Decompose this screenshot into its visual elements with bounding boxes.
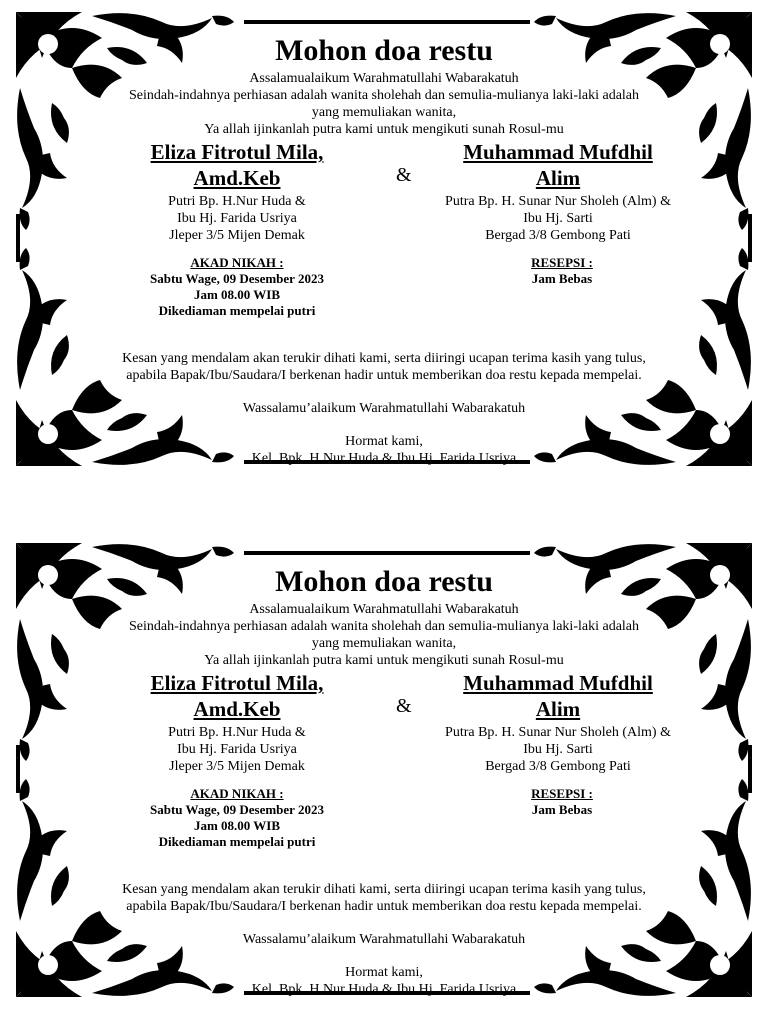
closing-line: Kesan yang mendalam akan terukir dihati kami, serta diiringi ucapan terima kasih yang tulus, [122, 351, 646, 366]
groom-block [422, 670, 694, 775]
regards: Hormat kami, [345, 434, 423, 449]
event-date: Sabtu Wage, 09 Desember 2023 [150, 802, 324, 817]
invitation-card [12, 539, 756, 1001]
address: Jleper 3/5 Mijen Demak [169, 228, 305, 243]
event-label: RESEPSI : [531, 255, 593, 270]
greeting: Assalamualaikum Warahmatullahi Wabarakatuh [249, 602, 519, 617]
groom-block [422, 139, 694, 244]
couple-section [12, 670, 756, 849]
parent-line: Putri Bp. H.Nur Huda & [168, 194, 306, 209]
bride-name: Eliza Fitrotul Mila, [150, 671, 324, 695]
quote-line: yang memuliakan wanita, [311, 105, 457, 120]
family-signature: Kel. Bpk. H.Nur Huda & Ibu Hj. Farida Usriya [251, 982, 517, 997]
invitation-card [12, 8, 756, 470]
event-place: Dikediaman mempelai putri [158, 834, 316, 849]
parent-line: Ibu Hj. Farida Usriya [177, 211, 297, 226]
groom-parents [422, 193, 694, 244]
quote-line: yang memuliakan wanita, [311, 636, 457, 651]
intro-text [72, 601, 696, 669]
event-label: AKAD NIKAH : [190, 255, 284, 270]
quote-line: Seindah-indahnya perhiasan adalah wanita sholehah dan semulia-mulianya laki-laki adalah [128, 619, 640, 634]
bride-block [122, 139, 352, 244]
closing-line: apabila Bapak/Ibu/Saudara/I berkenan hadir untuk memberikan doa restu kepada mempelai. [126, 368, 642, 383]
address: Bergad 3/8 Gembong Pati [485, 228, 631, 243]
closing-line: apabila Bapak/Ibu/Saudara/I berkenan hadir untuk memberikan doa restu kepada mempelai. [126, 899, 642, 914]
regards: Hormat kami, [345, 965, 423, 980]
akad-nikah-block [122, 786, 352, 850]
prayer: Ya allah ijinkanlah putra kami untuk mengikuti sunah Rosul-mu [204, 653, 564, 668]
parent-line: Ibu Hj. Sarti [523, 742, 593, 757]
bride-name: Amd.Keb [193, 166, 281, 190]
parent-line: Putri Bp. H.Nur Huda & [168, 725, 306, 740]
address: Jleper 3/5 Mijen Demak [169, 759, 305, 774]
groom-name: Muhammad Mufdhil [463, 671, 653, 695]
address: Bergad 3/8 Gembong Pati [485, 759, 631, 774]
bride-parents [122, 724, 352, 775]
ampersand: & [396, 695, 412, 717]
bride-name: Amd.Keb [193, 697, 281, 721]
parent-line: Putra Bp. H. Sunar Nur Sholeh (Alm) & [445, 194, 671, 209]
groom-name: Alim [535, 697, 581, 721]
parent-line: Ibu Hj. Farida Usriya [177, 742, 297, 757]
bride-parents [122, 193, 352, 244]
event-label: RESEPSI : [531, 786, 593, 801]
akad-nikah-block [122, 255, 352, 319]
bride-name: Eliza Fitrotul Mila, [150, 140, 324, 164]
farewell: Wassalamu’alaikum Warahmatullahi Wabarakatuh [242, 401, 526, 416]
groom-parents [422, 724, 694, 775]
resepsi-block [482, 255, 642, 287]
quote-line: Seindah-indahnya perhiasan adalah wanita sholehah dan semulia-mulianya laki-laki adalah [128, 88, 640, 103]
groom-name: Alim [535, 166, 581, 190]
closing-text [52, 881, 716, 998]
farewell: Wassalamu’alaikum Warahmatullahi Wabarakatuh [242, 932, 526, 947]
event-time: Jam Bebas [531, 802, 593, 817]
intro-text [72, 70, 696, 138]
closing-text [52, 350, 716, 467]
prayer: Ya allah ijinkanlah putra kami untuk mengikuti sunah Rosul-mu [204, 122, 564, 137]
ampersand: & [396, 164, 412, 186]
event-time: Jam Bebas [531, 271, 593, 286]
border-rule [244, 551, 530, 555]
event-date: Sabtu Wage, 09 Desember 2023 [150, 271, 324, 286]
couple-section [12, 139, 756, 318]
event-time: Jam 08.00 WIB [193, 287, 281, 302]
event-place: Dikediaman mempelai putri [158, 303, 316, 318]
family-signature: Kel. Bpk. H.Nur Huda & Ibu Hj. Farida Usriya [251, 451, 517, 466]
card-title: Mohon doa restu [275, 34, 493, 67]
greeting: Assalamualaikum Warahmatullahi Wabarakatuh [249, 71, 519, 86]
event-time: Jam 08.00 WIB [193, 818, 281, 833]
event-label: AKAD NIKAH : [190, 786, 284, 801]
resepsi-block [482, 786, 642, 818]
border-rule [244, 20, 530, 24]
parent-line: Ibu Hj. Sarti [523, 211, 593, 226]
closing-line: Kesan yang mendalam akan terukir dihati kami, serta diiringi ucapan terima kasih yang tulus, [122, 882, 646, 897]
card-title: Mohon doa restu [275, 565, 493, 598]
groom-name: Muhammad Mufdhil [463, 140, 653, 164]
parent-line: Putra Bp. H. Sunar Nur Sholeh (Alm) & [445, 725, 671, 740]
bride-block [122, 670, 352, 775]
